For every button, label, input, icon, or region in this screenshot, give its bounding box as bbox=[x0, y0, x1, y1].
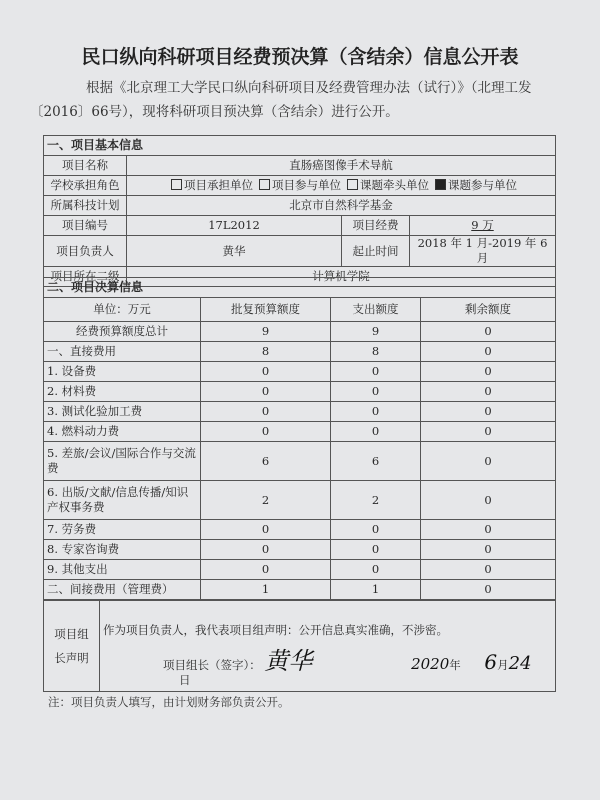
cell-value: 1 bbox=[201, 580, 331, 600]
cell-value: 0 bbox=[331, 402, 421, 422]
budget-row bbox=[44, 540, 556, 560]
intro-line-1: 根据《北京理工大学民口纵向科研项目及经费管理办法（试行）》（北理工发 bbox=[86, 80, 532, 96]
budget-row bbox=[44, 481, 556, 520]
role-label: 项目参与单位 bbox=[272, 178, 341, 192]
project-period: 2018 年 1 月-2019 年 6 月 bbox=[410, 236, 556, 267]
year-unit: 年 bbox=[449, 658, 461, 672]
cell-value: 0 bbox=[201, 402, 331, 422]
cell-value: 0 bbox=[331, 560, 421, 580]
row-label: 二、间接费用（管理费） bbox=[44, 580, 201, 600]
sign-label: 项目组长（签字）： bbox=[163, 658, 261, 672]
row-label: 7. 劳务费 bbox=[44, 520, 201, 540]
page-title: 民口纵向科研项目经费预决算（含结余）信息公开表 bbox=[81, 46, 519, 68]
cell-value: 0 bbox=[421, 322, 556, 342]
column-header: 批复预算额度 bbox=[201, 298, 331, 322]
budget-row bbox=[44, 342, 556, 362]
row-label: 经费预算额度总计 bbox=[44, 322, 201, 342]
cell-value: 8 bbox=[201, 342, 331, 362]
budget-row bbox=[44, 442, 556, 481]
cell-value: 0 bbox=[421, 422, 556, 442]
cell-value: 0 bbox=[421, 481, 556, 520]
signature: 黄华 bbox=[264, 647, 313, 675]
cell-value: 0 bbox=[331, 520, 421, 540]
cell-value: 0 bbox=[331, 382, 421, 402]
cell-value: 2 bbox=[331, 481, 421, 520]
checkbox-checked[interactable] bbox=[435, 179, 446, 190]
section-budget: 二、项目决算信息 bbox=[44, 278, 556, 298]
intro-text bbox=[30, 76, 558, 124]
cell-value: 1 bbox=[331, 580, 421, 600]
row-label: 9. 其他支出 bbox=[44, 560, 201, 580]
cell-value: 0 bbox=[331, 540, 421, 560]
cell-value: 0 bbox=[201, 382, 331, 402]
label: 所属科技计划 bbox=[44, 196, 127, 216]
cell-value: 0 bbox=[421, 580, 556, 600]
cell-value: 0 bbox=[421, 442, 556, 481]
project-fund: 9 万 bbox=[410, 216, 556, 236]
row-label: 3. 测试化验加工费 bbox=[44, 402, 201, 422]
cell-value: 0 bbox=[421, 362, 556, 382]
label: 项目所在二级 bbox=[44, 267, 127, 287]
role-label: 项目承担单位 bbox=[184, 178, 253, 192]
label: 项目经费 bbox=[342, 216, 410, 236]
role-label: 课题参与单位 bbox=[448, 178, 517, 192]
cell-value: 0 bbox=[421, 560, 556, 580]
row-label: 5. 差旅/会议/国际合作与交流费 bbox=[44, 442, 201, 481]
intro-line-2: 〔2016〕66号），现将科研项目预决算（含结余）进行公开。 bbox=[30, 104, 399, 120]
cell-value: 0 bbox=[421, 520, 556, 540]
checkbox[interactable] bbox=[171, 179, 182, 190]
budget-row bbox=[44, 520, 556, 540]
budget-row bbox=[44, 362, 556, 382]
cell-value: 2 bbox=[201, 481, 331, 520]
project-leader: 黄华 bbox=[127, 236, 342, 267]
label: 学校承担角色 bbox=[44, 176, 127, 196]
cell-value: 0 bbox=[421, 540, 556, 560]
row-label: 8. 专家咨询费 bbox=[44, 540, 201, 560]
sign-day: 24 bbox=[508, 653, 532, 674]
sign-month: 6 bbox=[484, 650, 498, 674]
declaration-table bbox=[43, 600, 556, 692]
cell-value: 0 bbox=[421, 382, 556, 402]
budget-row bbox=[44, 580, 556, 600]
cell-value: 9 bbox=[331, 322, 421, 342]
checkbox[interactable] bbox=[259, 179, 270, 190]
plan: 北京市自然科学基金 bbox=[127, 196, 556, 216]
sign-year: 2020 bbox=[411, 655, 450, 673]
budget-table bbox=[43, 277, 556, 600]
role-checkboxes bbox=[127, 176, 556, 196]
column-header: 支出额度 bbox=[331, 298, 421, 322]
cell-value: 6 bbox=[331, 442, 421, 481]
budget-row bbox=[44, 322, 556, 342]
footnote: 注：项目负责人填写，由计划财务部负责公开。 bbox=[48, 695, 290, 709]
row-label: 6. 出版/文献/信息传播/知识产权事务费 bbox=[44, 481, 201, 520]
cell-value: 6 bbox=[201, 442, 331, 481]
project-name: 直肠癌图像手术导航 bbox=[127, 156, 556, 176]
label: 起止时间 bbox=[342, 236, 410, 267]
label: 项目名称 bbox=[44, 156, 127, 176]
checkbox[interactable] bbox=[347, 179, 358, 190]
cell-value: 0 bbox=[331, 422, 421, 442]
budget-row bbox=[44, 402, 556, 422]
row-label: 一、直接费用 bbox=[44, 342, 201, 362]
month-unit: 月 bbox=[497, 658, 509, 672]
column-header: 单位：万元 bbox=[44, 298, 201, 322]
cell-value: 9 bbox=[201, 322, 331, 342]
label: 项目编号 bbox=[44, 216, 127, 236]
cell-value: 0 bbox=[421, 342, 556, 362]
cell-value: 0 bbox=[201, 422, 331, 442]
cell-value: 0 bbox=[201, 362, 331, 382]
cell-value: 0 bbox=[331, 362, 421, 382]
budget-row bbox=[44, 560, 556, 580]
cell-value: 0 bbox=[201, 540, 331, 560]
row-label: 4. 燃料动力费 bbox=[44, 422, 201, 442]
cell-value: 0 bbox=[201, 560, 331, 580]
department: 计算机学院 bbox=[127, 267, 556, 287]
role-label: 课题牵头单位 bbox=[360, 178, 429, 192]
cell-value: 8 bbox=[331, 342, 421, 362]
row-label: 1. 设备费 bbox=[44, 362, 201, 382]
budget-row bbox=[44, 382, 556, 402]
day-unit: 日 bbox=[179, 673, 191, 687]
label: 项目负责人 bbox=[44, 236, 127, 267]
row-label: 2. 材料费 bbox=[44, 382, 201, 402]
cell-value: 0 bbox=[201, 520, 331, 540]
column-header: 剩余额度 bbox=[421, 298, 556, 322]
basic-info-table bbox=[43, 135, 556, 287]
budget-row bbox=[44, 422, 556, 442]
declaration-label: 项目组长声明 bbox=[44, 601, 100, 692]
cell-value: 0 bbox=[421, 402, 556, 422]
declaration-text: 作为项目负责人，我代表项目组声明：公开信息真实准确，不涉密。 bbox=[103, 623, 448, 637]
project-code: 17L2012 bbox=[127, 216, 342, 236]
section-basic-info: 一、项目基本信息 bbox=[44, 136, 556, 156]
